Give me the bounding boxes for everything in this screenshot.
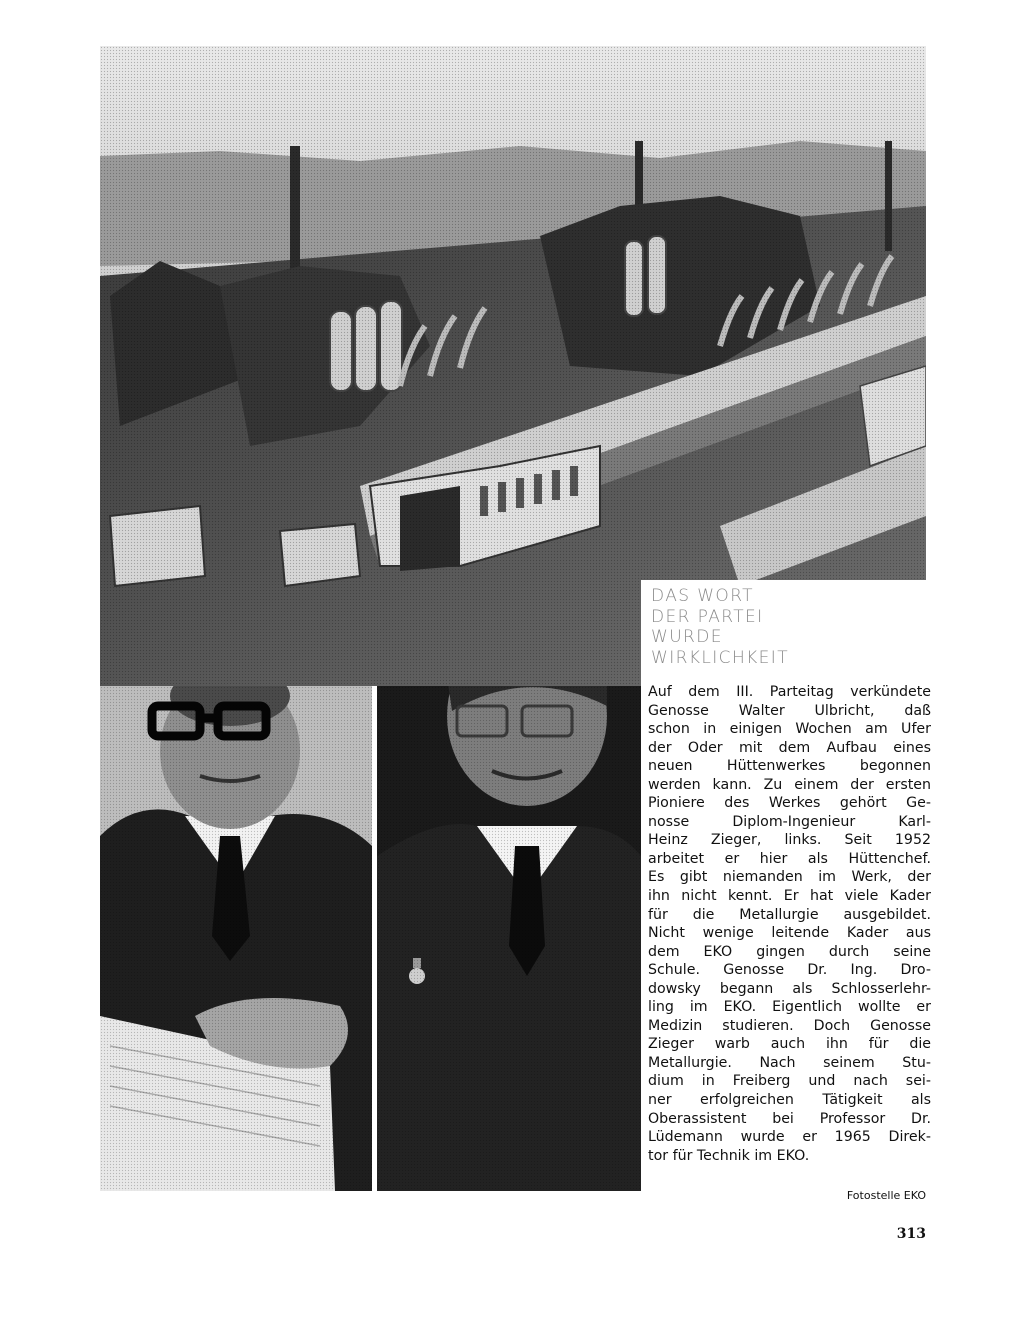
headline-line: DAS WORT bbox=[651, 586, 754, 606]
page-number: 313 bbox=[896, 1226, 926, 1242]
headline-line: WIRKLICHKEIT bbox=[651, 647, 790, 668]
headline-line: WURDE bbox=[651, 627, 723, 647]
body-line: ner erfolgreichen Tätigkeit als bbox=[648, 1092, 931, 1109]
body-line: Auf dem III. Parteitag verkündete bbox=[648, 684, 931, 700]
body-line: arbeitet er hier als Hüttenchef. bbox=[648, 850, 931, 867]
portrait-right-photo bbox=[377, 686, 641, 1191]
body-line: Medizin studieren. Doch Genosse bbox=[648, 1017, 931, 1034]
body-line: Metallurgie. Nach seinem Stu- bbox=[648, 1054, 931, 1071]
body-line: Es gibt niemanden im Werk, der bbox=[648, 869, 931, 886]
body-line: dium in Freiberg und nach sei- bbox=[648, 1073, 931, 1090]
portrait-left-photo bbox=[100, 686, 372, 1191]
body-line: schon in einigen Wochen am Ufer bbox=[648, 721, 931, 738]
body-line: dowsky begann als Schlosserlehr- bbox=[648, 980, 931, 997]
headline-line: DER PARTEI bbox=[651, 606, 764, 627]
body-line: Nicht wenige leitende Kader aus bbox=[648, 925, 931, 942]
body-line: Oberassistent bei Professor Dr. bbox=[648, 1110, 931, 1127]
body-line: Schule. Genosse Dr. Ing. Dro- bbox=[648, 962, 931, 979]
body-line: für die Metallurgie ausgebildet. bbox=[648, 906, 931, 923]
body-line: dem EKO gingen durch seine bbox=[648, 943, 931, 960]
body-line: werden kann. Zu einem der ersten bbox=[648, 776, 931, 793]
body-line: Genosse Walter Ulbricht, daß bbox=[648, 702, 931, 719]
body-line: ihn nicht kennt. Er hat viele Kader bbox=[648, 888, 931, 905]
body-line: Heinz Zieger, links. Seit 1952 bbox=[648, 832, 931, 849]
body-line: Zieger warb auch ihn für die bbox=[648, 1036, 931, 1053]
body-line: Lüdemann wurde er 1965 Direk- bbox=[648, 1129, 931, 1146]
body-line: neuen Hüttenwerkes begonnen bbox=[648, 758, 931, 775]
body-line: nosse Diplom-Ingenieur Karl- bbox=[648, 813, 931, 830]
article-body bbox=[648, 683, 931, 1165]
body-line: ling im EKO. Eigentlich wollte er bbox=[648, 999, 931, 1016]
photo-credit: Fotostelle EKO bbox=[846, 1189, 926, 1202]
body-line: tor für Technik im EKO. bbox=[648, 1147, 810, 1164]
body-line: Pioniere des Werkes gehört Ge- bbox=[648, 795, 931, 812]
article-headline bbox=[651, 586, 789, 668]
body-line: der Oder mit dem Aufbau eines bbox=[648, 739, 931, 756]
